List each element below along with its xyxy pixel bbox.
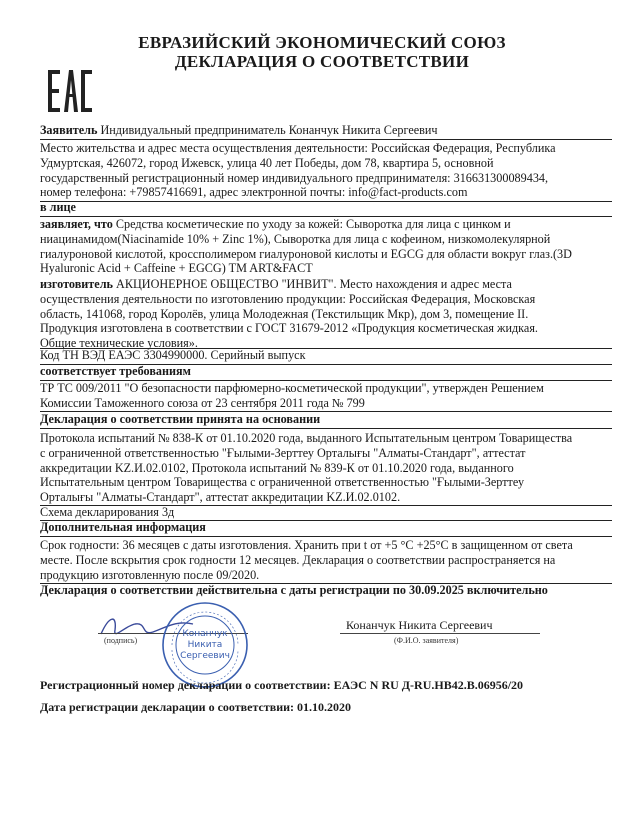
address-line: Удмуртская, 426072, город Ижевск, улица 40 лет Победы, дом 78, квартира 5, основной xyxy=(40,155,494,170)
registration-date: Дата регистрации декларации о соответствии: 01.10.2020 xyxy=(40,700,352,714)
name-line xyxy=(340,633,540,634)
manufacturer-line: Продукция изготовлена в соответствии с ГОСТ 31679-2012 «Продукция косметическая жидкая. xyxy=(40,321,538,336)
in-person-label: в лице xyxy=(40,200,76,214)
address-line: государственный регистрационный номер индивидуального предпринимателя: 316631300089434, xyxy=(40,170,549,185)
requirements-line: Комиссии Таможенного союза от 23 сентября 2011 года № 799 xyxy=(40,395,365,410)
additional-label: Дополнительная информация xyxy=(40,520,206,534)
declares-block xyxy=(40,217,612,276)
document-title-line1: ЕВРАЗИЙСКИЙ ЭКОНОМИЧЕСКИЙ СОЮЗ xyxy=(138,33,506,52)
declares-line: Hyaluronic Acid + Caffeine + EGCG) TM ART&FACT xyxy=(40,261,313,276)
applicant-row xyxy=(40,123,612,138)
applicant-address xyxy=(40,141,612,200)
requirements-line: ТР ТС 009/2011 "О безопасности парфюмерно-косметической продукции", утвержден Решением xyxy=(40,381,544,395)
additional-line: продукцию изготовленную после 09/2020. xyxy=(40,567,260,582)
basis-label: Декларация о соответствии принята на основании xyxy=(40,412,321,426)
declares-line: ниацинамидом(Niacinamide 10% + Zinc 1%), Сыворотка для лица с кофеином, низкомолекулярной xyxy=(40,231,551,246)
basis-block xyxy=(40,431,612,505)
requirements-label: соответствует требованиям xyxy=(40,364,191,378)
document-title-line2: ДЕКЛАРАЦИЯ О СООТВЕТСТВИИ xyxy=(174,52,470,71)
declares-line: гиалуроновой кислотой, кроссполимером гиалуроновой кислоты и EGCG для области вокруг глаз.(3D xyxy=(40,246,572,261)
official-stamp-icon xyxy=(160,600,250,690)
divider xyxy=(40,139,612,140)
manufacturer-line: осуществления деятельности по изготовлению продукции: Российская Федерация, Московская xyxy=(40,291,536,306)
basis-line: Орталығы "Алматы-Стандарт", аттестат аккредитации KZ.И.02.0102. xyxy=(40,490,401,505)
tn-ved-code: Код ТН ВЭД ЕАЭС 3304990000. Серийный выпуск xyxy=(40,348,306,362)
declares-line: Средства косметические по уходу за кожей: Сыворотка для лица с цинком и xyxy=(115,217,511,231)
additional-line: Срок годности: 36 месяцев с даты изготовления. Хранить при t от +5 °C +25°C в защищенном от света xyxy=(40,538,573,552)
manufacturer-line: Общие технические условия». xyxy=(40,336,198,351)
basis-line: аккредитации KZ.И.02.0102, Протокола испытаний № 839-К от 01.10.2020 года, выданного xyxy=(40,460,514,475)
requirements-block xyxy=(40,381,612,411)
eac-logo-icon xyxy=(46,68,94,114)
declares-label: заявляет, что xyxy=(40,217,113,231)
scheme-text: Схема декларирования 3д xyxy=(40,505,175,519)
name-caption: (Ф.И.О. заявителя) xyxy=(394,636,459,645)
signature-caption: (подпись) xyxy=(104,636,138,645)
manufacturer-label: изготовитель xyxy=(40,277,113,291)
basis-line: Протокола испытаний № 838-К от 01.10.2020 года, выданного Испытательным центром Товарищества xyxy=(40,431,573,445)
stamp-name-line: Сергеевич xyxy=(180,651,230,661)
additional-line: месте. После вскрытия срок годности 12 месяцев. Декларация о соответствии распространяется на xyxy=(40,552,556,567)
divider xyxy=(40,428,612,429)
stamp-name-line: Конанчук xyxy=(182,629,228,639)
applicant-value: Индивидуальный предприниматель Конанчук Никита Сергеевич xyxy=(100,123,438,137)
address-line: Место жительства и адрес места осуществления деятельности: Российская Федерация, Республика xyxy=(40,141,556,155)
applicant-label: Заявитель xyxy=(40,123,98,137)
address-line: номер телефона: +79857416691, адрес электронной почты: info@fact-products.com xyxy=(40,185,468,200)
registration-number: Регистрационный номер декларации о соответствии: ЕАЭС N RU Д-RU.HB42.B.06956/20 xyxy=(40,678,524,692)
basis-line: Испытательным центром Товарищества с ограниченной ответственностью "Ғылыми-Зерттеу xyxy=(40,475,525,490)
basis-line: с ограниченной ответственностью "Ғылыми-Зерттеу Орталығы "Алматы-Стандарт", аттестат xyxy=(40,445,526,460)
validity-text: Декларация о соответствии действительна с даты регистрации по 30.09.2025 включительно xyxy=(40,583,548,597)
manufacturer-line: область, 141068, город Королёв, улица Молодежная (Текстильщик Мкр), дом 3, помещение II. xyxy=(40,306,529,321)
divider xyxy=(40,536,612,537)
applicant-name: Конанчук Никита Сергеевич xyxy=(346,618,493,632)
manufacturer-block xyxy=(40,277,612,351)
stamp-name-line: Никита xyxy=(187,640,223,650)
additional-block xyxy=(40,538,612,582)
manufacturer-line: АКЦИОНЕРНОЕ ОБЩЕСТВО "ИНВИТ". Место нахождения и адрес места xyxy=(116,277,512,291)
